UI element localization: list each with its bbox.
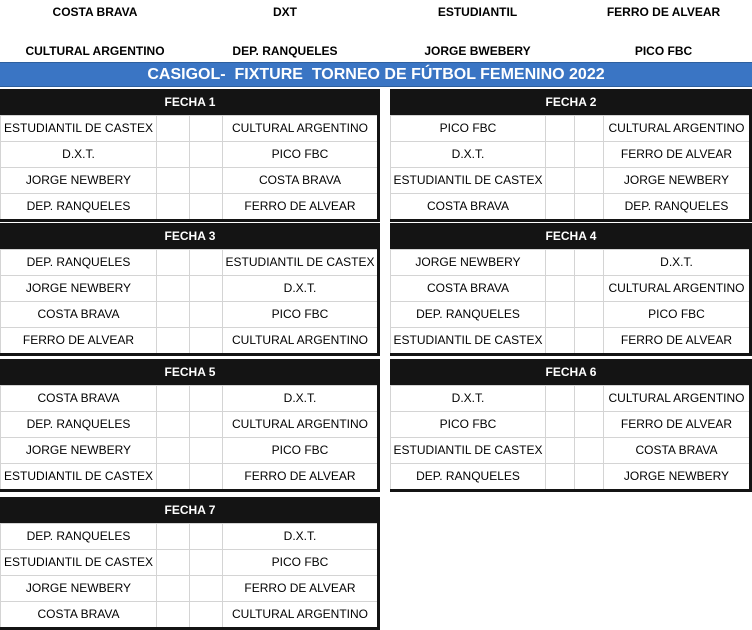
- team-name: DEP. RANQUELES: [232, 44, 338, 58]
- match-row: [390, 249, 749, 275]
- away-score-cell[interactable]: [189, 385, 222, 411]
- away-team: DEP. RANQUELES: [603, 193, 749, 219]
- away-score-cell[interactable]: [574, 115, 603, 141]
- home-team: COSTA BRAVA: [390, 275, 545, 301]
- match-row: [390, 141, 749, 167]
- away-team: D.X.T.: [603, 249, 749, 275]
- away-score-cell[interactable]: [189, 249, 222, 275]
- home-score-cell[interactable]: [156, 601, 189, 627]
- home-team: DEP. RANQUELES: [390, 301, 545, 327]
- match-row: [0, 463, 377, 489]
- away-team: COSTA BRAVA: [222, 167, 377, 193]
- home-team: FERRO DE ALVEAR: [0, 327, 156, 353]
- away-score-cell[interactable]: [189, 437, 222, 463]
- home-team: DEP. RANQUELES: [0, 193, 156, 219]
- home-team: DEP. RANQUELES: [0, 523, 156, 549]
- away-team: FERRO DE ALVEAR: [603, 411, 749, 437]
- away-score-cell[interactable]: [574, 411, 603, 437]
- fecha-header: FECHA 7: [0, 497, 380, 523]
- home-team: JORGE NEWBERY: [0, 437, 156, 463]
- away-score-cell[interactable]: [189, 301, 222, 327]
- home-team: ESTUDIANTIL DE CASTEX: [0, 115, 156, 141]
- away-score-cell[interactable]: [574, 463, 603, 489]
- fecha-block: [0, 359, 380, 489]
- home-score-cell[interactable]: [545, 275, 574, 301]
- home-score-cell[interactable]: [156, 385, 189, 411]
- away-score-cell[interactable]: [574, 193, 603, 219]
- home-score-cell[interactable]: [156, 327, 189, 353]
- home-team: PICO FBC: [390, 115, 545, 141]
- match-row: [0, 411, 377, 437]
- team-name: ESTUDIANTIL: [437, 5, 518, 19]
- match-row: [0, 523, 377, 549]
- home-score-cell[interactable]: [545, 411, 574, 437]
- home-score-cell[interactable]: [545, 327, 574, 353]
- home-team: ESTUDIANTIL DE CASTEX: [390, 437, 545, 463]
- away-team: FERRO DE ALVEAR: [222, 463, 377, 489]
- away-team: PICO FBC: [222, 437, 377, 463]
- match-row: [390, 411, 749, 437]
- match-row: [390, 327, 749, 353]
- match-row: [0, 275, 377, 301]
- away-score-cell[interactable]: [189, 575, 222, 601]
- away-score-cell[interactable]: [574, 249, 603, 275]
- home-team: PICO FBC: [390, 411, 545, 437]
- away-score-cell[interactable]: [574, 327, 603, 353]
- away-team: FERRO DE ALVEAR: [603, 327, 749, 353]
- home-score-cell[interactable]: [156, 141, 189, 167]
- match-row: [390, 275, 749, 301]
- match-row: [390, 115, 749, 141]
- home-score-cell[interactable]: [156, 463, 189, 489]
- away-score-cell[interactable]: [574, 301, 603, 327]
- away-team: JORGE NEWBERY: [603, 463, 749, 489]
- home-team: ESTUDIANTIL DE CASTEX: [390, 327, 545, 353]
- home-team: D.X.T.: [0, 141, 156, 167]
- home-team: COSTA BRAVA: [0, 301, 156, 327]
- away-team: COSTA BRAVA: [603, 437, 749, 463]
- away-team: PICO FBC: [222, 141, 377, 167]
- home-team: JORGE NEWBERY: [0, 575, 156, 601]
- home-score-cell[interactable]: [156, 549, 189, 575]
- away-score-cell[interactable]: [189, 463, 222, 489]
- home-score-cell[interactable]: [156, 411, 189, 437]
- home-score-cell[interactable]: [545, 301, 574, 327]
- home-score-cell[interactable]: [156, 437, 189, 463]
- team-name: FERRO DE ALVEAR: [606, 5, 721, 19]
- match-row: [390, 385, 749, 411]
- home-score-cell[interactable]: [545, 463, 574, 489]
- away-score-cell[interactable]: [189, 141, 222, 167]
- away-score-cell[interactable]: [189, 115, 222, 141]
- away-team: CULTURAL ARGENTINO: [222, 115, 377, 141]
- away-team: CULTURAL ARGENTINO: [222, 327, 377, 353]
- home-score-cell[interactable]: [545, 249, 574, 275]
- away-team: ESTUDIANTIL DE CASTEX: [222, 249, 377, 275]
- home-team: JORGE NEWBERY: [390, 249, 545, 275]
- away-team: PICO FBC: [603, 301, 749, 327]
- home-score-cell[interactable]: [545, 385, 574, 411]
- team-name: CULTURAL ARGENTINO: [25, 44, 165, 58]
- away-team: D.X.T.: [222, 385, 377, 411]
- match-row: [0, 437, 377, 463]
- home-team: DEP. RANQUELES: [390, 463, 545, 489]
- fecha-block: [0, 89, 380, 219]
- home-team: COSTA BRAVA: [0, 385, 156, 411]
- match-row: [0, 327, 377, 353]
- away-team: CULTURAL ARGENTINO: [603, 115, 749, 141]
- away-score-cell[interactable]: [574, 275, 603, 301]
- away-team: CULTURAL ARGENTINO: [222, 411, 377, 437]
- home-score-cell[interactable]: [545, 141, 574, 167]
- away-score-cell[interactable]: [574, 141, 603, 167]
- fecha-block: [0, 497, 380, 627]
- away-score-cell[interactable]: [189, 327, 222, 353]
- home-score-cell[interactable]: [156, 275, 189, 301]
- away-team: FERRO DE ALVEAR: [603, 141, 749, 167]
- home-team: D.X.T.: [390, 385, 545, 411]
- home-team: ESTUDIANTIL DE CASTEX: [390, 167, 545, 193]
- home-team: JORGE NEWBERY: [0, 167, 156, 193]
- away-score-cell[interactable]: [574, 167, 603, 193]
- fecha-header: FECHA 2: [390, 89, 752, 115]
- home-score-cell[interactable]: [545, 193, 574, 219]
- home-team: COSTA BRAVA: [0, 601, 156, 627]
- fecha-block: [390, 223, 752, 353]
- home-score-cell[interactable]: [156, 167, 189, 193]
- match-row: [390, 167, 749, 193]
- match-row: [390, 193, 749, 219]
- fecha-block: [390, 359, 752, 489]
- away-team: CULTURAL ARGENTINO: [603, 275, 749, 301]
- fecha-header: FECHA 4: [390, 223, 752, 249]
- away-team: PICO FBC: [222, 301, 377, 327]
- team-name: DXT: [273, 5, 297, 19]
- away-score-cell[interactable]: [189, 167, 222, 193]
- match-row: [0, 141, 377, 167]
- home-team: DEP. RANQUELES: [0, 249, 156, 275]
- home-score-cell[interactable]: [545, 167, 574, 193]
- home-score-cell[interactable]: [545, 437, 574, 463]
- match-row: [0, 249, 377, 275]
- match-row: [0, 549, 377, 575]
- match-row: [390, 301, 749, 327]
- fecha-header: FECHA 6: [390, 359, 752, 385]
- home-team: ESTUDIANTIL DE CASTEX: [0, 549, 156, 575]
- away-score-cell[interactable]: [189, 193, 222, 219]
- home-score-cell[interactable]: [156, 575, 189, 601]
- home-team: D.X.T.: [390, 141, 545, 167]
- home-score-cell[interactable]: [545, 115, 574, 141]
- teams-list: [0, 0, 752, 62]
- team-name: JORGE BWEBERY: [424, 44, 531, 58]
- home-score-cell[interactable]: [156, 249, 189, 275]
- away-team: PICO FBC: [222, 549, 377, 575]
- away-score-cell[interactable]: [574, 437, 603, 463]
- away-team: D.X.T.: [222, 523, 377, 549]
- away-score-cell[interactable]: [189, 523, 222, 549]
- home-score-cell[interactable]: [156, 523, 189, 549]
- away-score-cell[interactable]: [189, 601, 222, 627]
- home-team: JORGE NEWBERY: [0, 275, 156, 301]
- fecha-block: [0, 223, 380, 353]
- page-title: CASIGOL- FIXTURE TORNEO DE FÚTBOL FEMENINO 2022: [0, 62, 752, 87]
- match-row: [0, 575, 377, 601]
- fecha-block: [390, 89, 752, 219]
- match-row: [0, 115, 377, 141]
- away-team: FERRO DE ALVEAR: [222, 575, 377, 601]
- away-team: CULTURAL ARGENTINO: [222, 601, 377, 627]
- away-team: FERRO DE ALVEAR: [222, 193, 377, 219]
- home-team: COSTA BRAVA: [390, 193, 545, 219]
- match-row: [0, 385, 377, 411]
- team-name: PICO FBC: [634, 44, 693, 58]
- match-row: [0, 301, 377, 327]
- match-row: [390, 437, 749, 463]
- home-score-cell[interactable]: [156, 301, 189, 327]
- home-team: ESTUDIANTIL DE CASTEX: [0, 463, 156, 489]
- away-score-cell[interactable]: [189, 411, 222, 437]
- away-team: D.X.T.: [222, 275, 377, 301]
- fecha-header: FECHA 3: [0, 223, 380, 249]
- match-row: [0, 601, 377, 627]
- away-team: CULTURAL ARGENTINO: [603, 385, 749, 411]
- away-team: JORGE NEWBERY: [603, 167, 749, 193]
- away-score-cell[interactable]: [189, 549, 222, 575]
- team-name: COSTA BRAVA: [52, 5, 138, 19]
- match-row: [0, 167, 377, 193]
- home-score-cell[interactable]: [156, 115, 189, 141]
- away-score-cell[interactable]: [189, 275, 222, 301]
- fecha-header: FECHA 1: [0, 89, 380, 115]
- home-score-cell[interactable]: [156, 193, 189, 219]
- home-team: DEP. RANQUELES: [0, 411, 156, 437]
- match-row: [0, 193, 377, 219]
- away-score-cell[interactable]: [574, 385, 603, 411]
- match-row: [390, 463, 749, 489]
- fecha-header: FECHA 5: [0, 359, 380, 385]
